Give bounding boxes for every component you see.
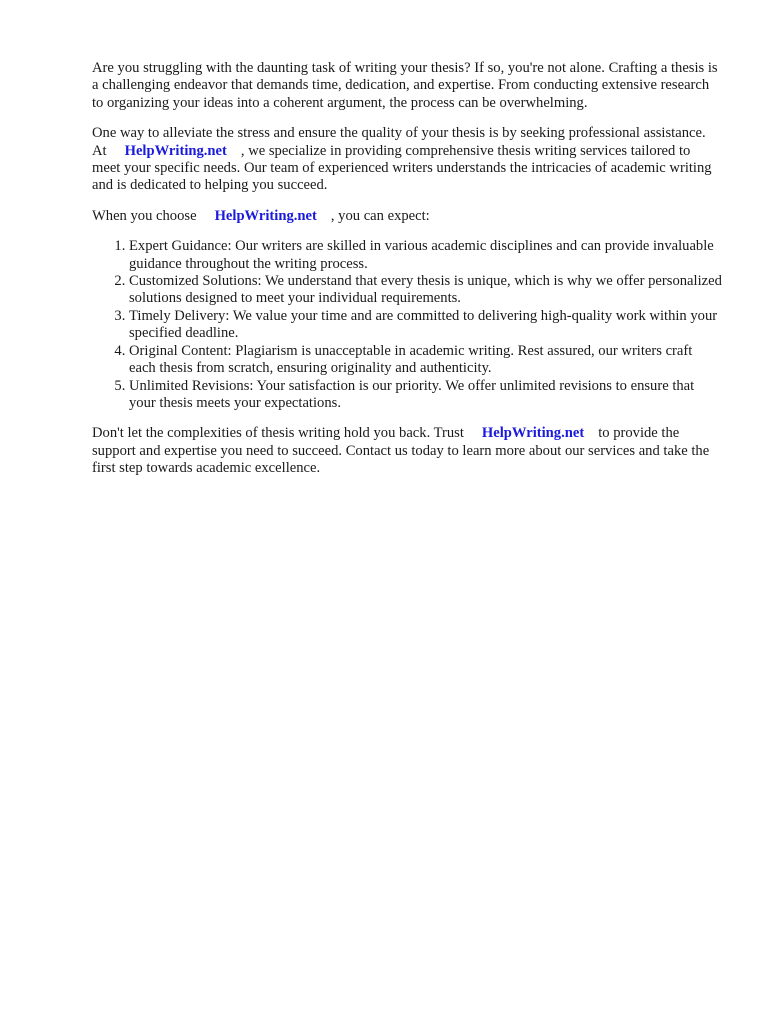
closing-paragraph bbox=[92, 425, 722, 477]
helpwriting-link-3[interactable]: HelpWriting.net bbox=[481, 425, 585, 442]
choose-paragraph bbox=[92, 208, 722, 225]
list-item: 4. Original Content: Plagiarism is unacceptable in academic writing. Rest assured, our writers craft each thesis from scratch, ensuring originality and authenticity. bbox=[129, 343, 722, 378]
assistance-text-after: , we specialize in providing comprehensive thesis writing services tailored to meet your specific needs. Our team of experienced writers understands the intricacies of academic writing and is dedicated to helping you succeed. bbox=[92, 142, 712, 194]
closing-text-before: Don't let the complexities of thesis writing hold you back. Trust bbox=[92, 425, 464, 442]
list-item: 1. Expert Guidance: Our writers are skilled in various academic disciplines and can provide invaluable guidance throughout the writing process. bbox=[129, 238, 722, 273]
assistance-text-before: One way to alleviate the stress and ensure the quality of your thesis is by seeking professional assistance. At bbox=[92, 125, 706, 159]
assistance-paragraph bbox=[92, 125, 722, 195]
choose-text-after: , you can expect: bbox=[330, 207, 430, 224]
document-page bbox=[92, 60, 722, 491]
choose-text-before: When you choose bbox=[92, 207, 197, 224]
benefits-list bbox=[92, 238, 722, 412]
list-item: 5. Unlimited Revisions: Your satisfaction is our priority. We offer unlimited revisions to ensure that your thesis meets your expectations. bbox=[129, 378, 722, 413]
list-item: 2. Customized Solutions: We understand that every thesis is unique, which is why we offer personalized solutions designed to meet your individual requirements. bbox=[129, 273, 722, 308]
intro-paragraph: Are you struggling with the daunting task of writing your thesis? If so, you're not alone. Crafting a thesis is a challenging endeavor that demands time, dedication, and expertise. From conducting extensive research to organizing your ideas into a coherent argument, the process can be overwhelming. bbox=[92, 60, 718, 111]
helpwriting-link-1[interactable]: HelpWriting.net bbox=[124, 142, 227, 159]
closing-text-after: to provide the support and expertise you need to succeed. Contact us today to learn more about our services and take the first step towards academic excellence. bbox=[92, 425, 710, 477]
list-item: 3. Timely Delivery: We value your time and are committed to delivering high-quality work within your specified deadline. bbox=[129, 308, 722, 343]
helpwriting-link-2[interactable]: HelpWriting.net bbox=[214, 207, 317, 224]
